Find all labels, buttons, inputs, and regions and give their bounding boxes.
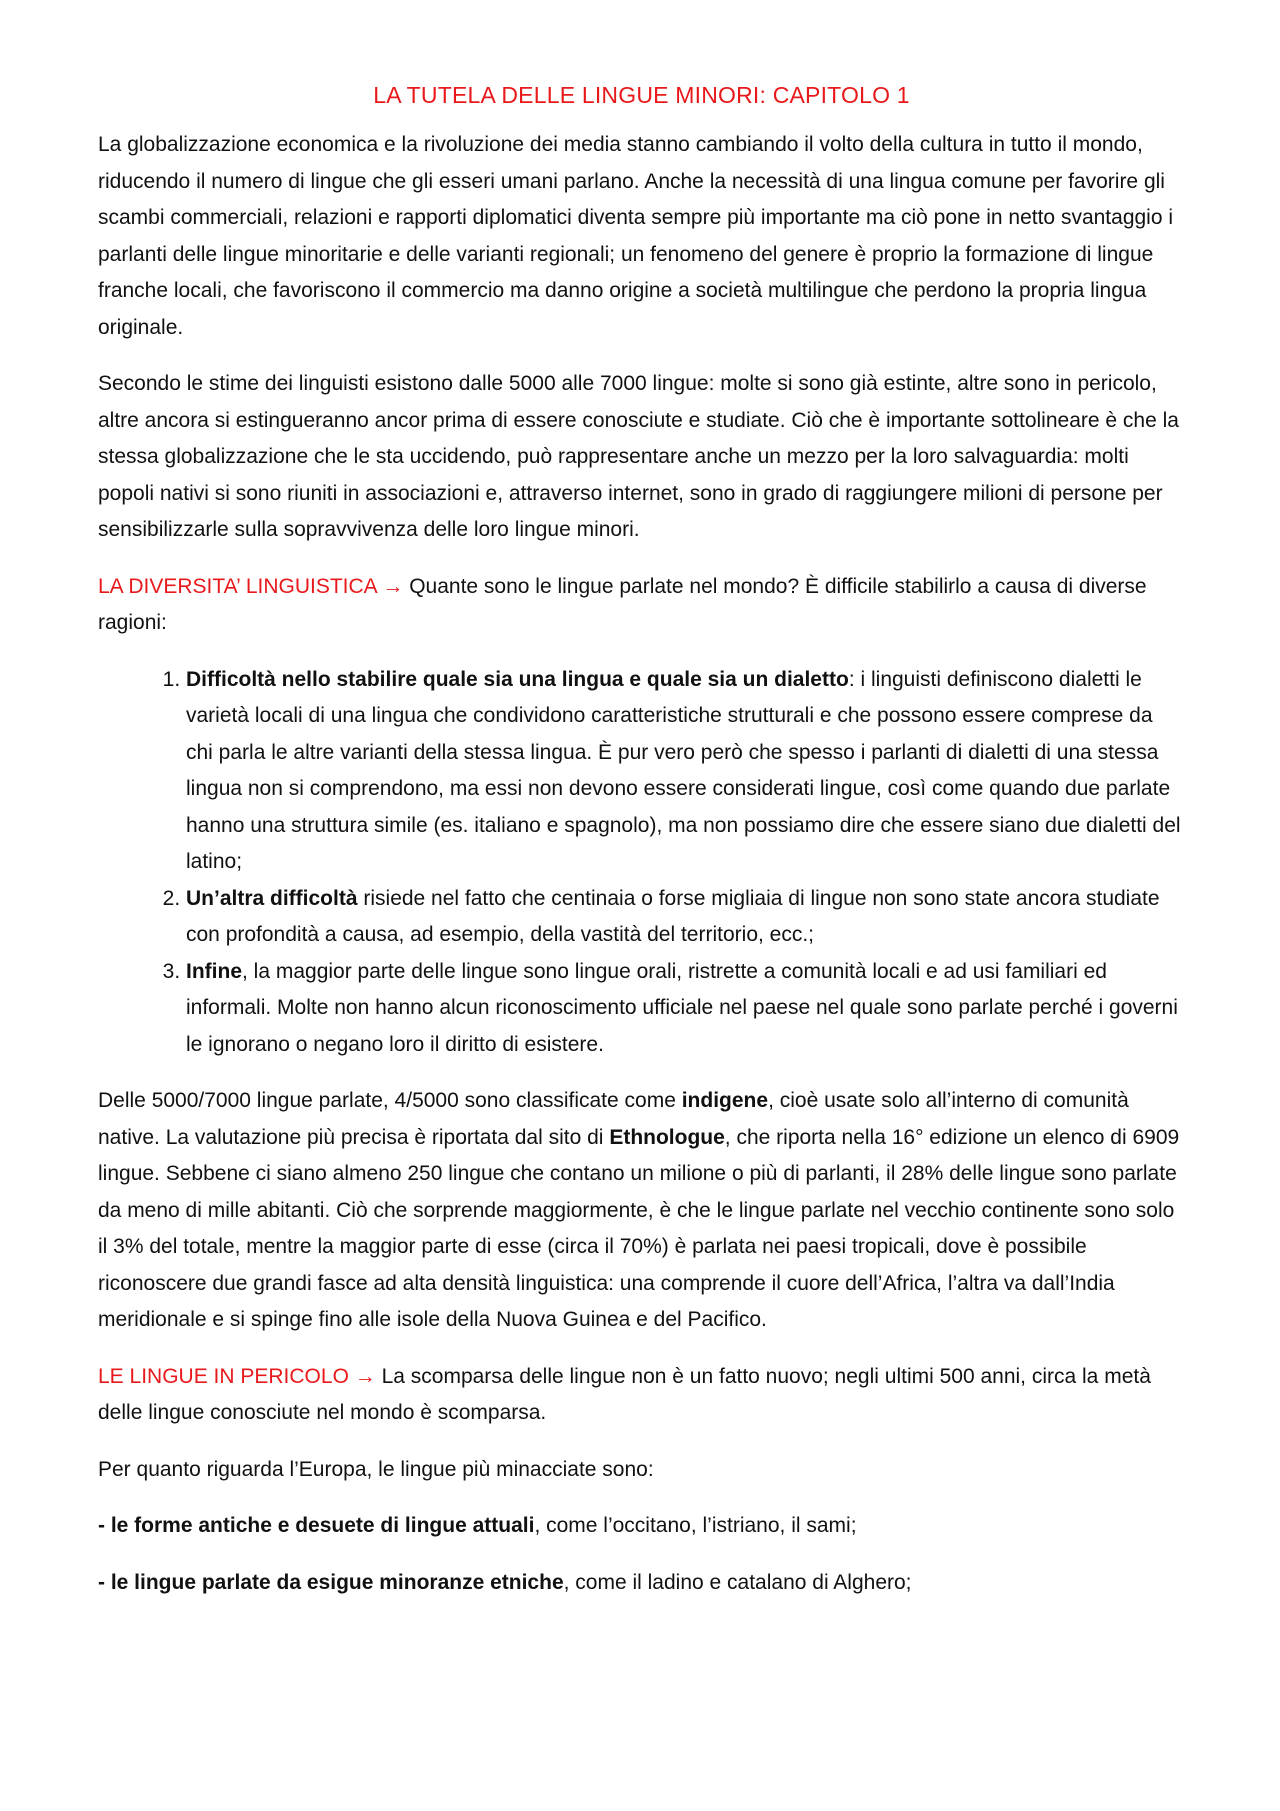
paragraph-europa-intro: Per quanto riguarda l’Europa, le lingue più minacciate sono: bbox=[98, 1457, 654, 1481]
pericolo-text: La scomparsa delle lingue non è un fatto nuovo; negli ultimi 500 anni, circa la metà delle lingue conosciute nel mondo è scomparsa. bbox=[98, 1364, 1151, 1424]
dash-item bbox=[98, 1565, 1185, 1602]
paragraph-diversita bbox=[98, 569, 1185, 642]
section-heading-pericolo: LE LINGUE IN PERICOLO → bbox=[98, 1364, 376, 1388]
dash-item-text: , come il ladino e catalano di Alghero; bbox=[563, 1570, 912, 1594]
paragraph-stime: Secondo le stime dei linguisti esistono dalle 5000 alle 7000 lingue: molte si sono già estinte, altre sono in pericolo, altre ancora si estingueranno ancor prima di essere conosciute e studiate. Ciò che è importante sottolineare è che la stessa globalizzazione che le sta uccidendo, può rappresentare anche un mezzo per la loro salvaguardia: molti popoli nativi si sono riuniti in associazioni e, attraverso internet, sono in grado di raggiungere milioni di persone per sensibilizzarle sulla sopravvivenza delle loro lingue minori. bbox=[98, 372, 1179, 541]
bold-ethnologue: Ethnologue bbox=[609, 1125, 725, 1149]
paragraph-globalizzazione: La globalizzazione economica e la rivoluzione dei media stanno cambiando il volto della cultura in tutto il mondo, riducendo il numero di lingue che gli esseri umani parlano. Anche la necessità di una lingua comune per favorire gli scambi commerciali, relazioni e rapporti diplomatici diventa sempre più importante ma ciò pone in netto svantaggio i parlanti delle lingue minoritarie e delle varianti regionali; un fenomeno del genere è proprio la formazione di lingue franche locali, che favoriscono il commercio ma danno origine a società multilingue che perdono la propria lingua originale. bbox=[98, 133, 1174, 339]
list-item bbox=[186, 662, 1185, 881]
ethnologue-text-3: , che riporta nella 16° edizione un elenco di 6909 lingue. Sebbene ci siano almeno 250 lingue che contano un milione o più di parlanti, il 28% delle lingue sono parlate da meno di mille abitanti. Ciò che sorprende maggiormente, è che le lingue parlate nel vecchio continente sono solo il 3% del totale, mentre la maggior parte di esse (circa il 70%) è parlata nei paesi tropicali, dove è possibile riconoscere due grandi fasce ad alta densità linguistica: una comprende il cuore dell’Africa, l’altra va dall’India meridionale e si spinge fino alle isole della Nuova Guinea e del Pacifico. bbox=[98, 1125, 1180, 1331]
dash-item-bold: - le lingue parlate da esigue minoranze etniche bbox=[98, 1570, 564, 1594]
bold-indigene: indigene bbox=[681, 1089, 769, 1112]
diversita-text: Quante sono le lingue parlate nel mondo? È difficile stabilirlo a causa di diverse ragioni: bbox=[98, 574, 1147, 634]
list-item bbox=[186, 881, 1185, 954]
dash-item bbox=[98, 1508, 1185, 1545]
list-item-text: risiede nel fatto che centinaia o forse migliaia di lingue non sono state ancora studiate con profondità a causa, ad esempio, della vastità del territorio, ecc.; bbox=[186, 886, 1160, 946]
dash-item-text: , come l’occitano, l’istriano, il sami; bbox=[534, 1514, 857, 1537]
paragraph-ethnologue bbox=[98, 1083, 1185, 1339]
ethnologue-text-2: , cioè usate solo all’interno di comunità native. La valutazione più precisa è riportata dal sito di bbox=[98, 1089, 1129, 1149]
paragraph-pericolo bbox=[98, 1359, 1185, 1432]
list-item-text: , la maggior parte delle lingue sono lingue orali, ristrette a comunità locali e ad usi familiari ed informali. Molte non hanno alcun riconoscimento ufficiale nel paese nel quale sono parlate perché i governi le ignorano o negano loro il diritto di esistere. bbox=[186, 959, 1178, 1056]
list-item-bold: Un’altra difficoltà bbox=[186, 886, 358, 910]
list-item bbox=[186, 954, 1185, 1064]
list-item-bold: Difficoltà nello stabilire quale sia una lingua e quale sia un dialetto bbox=[186, 667, 849, 691]
dash-item-bold: - le forme antiche e desuete di lingue attuali bbox=[98, 1514, 535, 1537]
list-item-bold: Infine bbox=[186, 959, 242, 983]
document-title: LA TUTELA DELLE LINGUE MINORI: CAPITOLO 1 bbox=[373, 82, 910, 108]
ethnologue-text-1: Delle 5000/7000 lingue parlate, 4/5000 sono classificate come bbox=[98, 1089, 682, 1112]
section-heading-diversita: LA DIVERSITA’ LINGUISTICA → bbox=[98, 574, 404, 598]
numbered-list bbox=[98, 662, 1185, 1064]
list-item-text: : i linguisti definiscono dialetti le varietà locali di una lingua che condividono caratteristiche strutturali e che possono essere comprese da chi parla le altre varianti della stessa lingua. È pur vero però che spesso i parlanti di dialetti di una stessa lingua non si comprendono, ma essi non devono essere considerati lingue, così come quando due parlate hanno una struttura simile (es. italiano e spagnolo), ma non possiamo dire che essere siano due dialetti del latino; bbox=[186, 667, 1181, 873]
